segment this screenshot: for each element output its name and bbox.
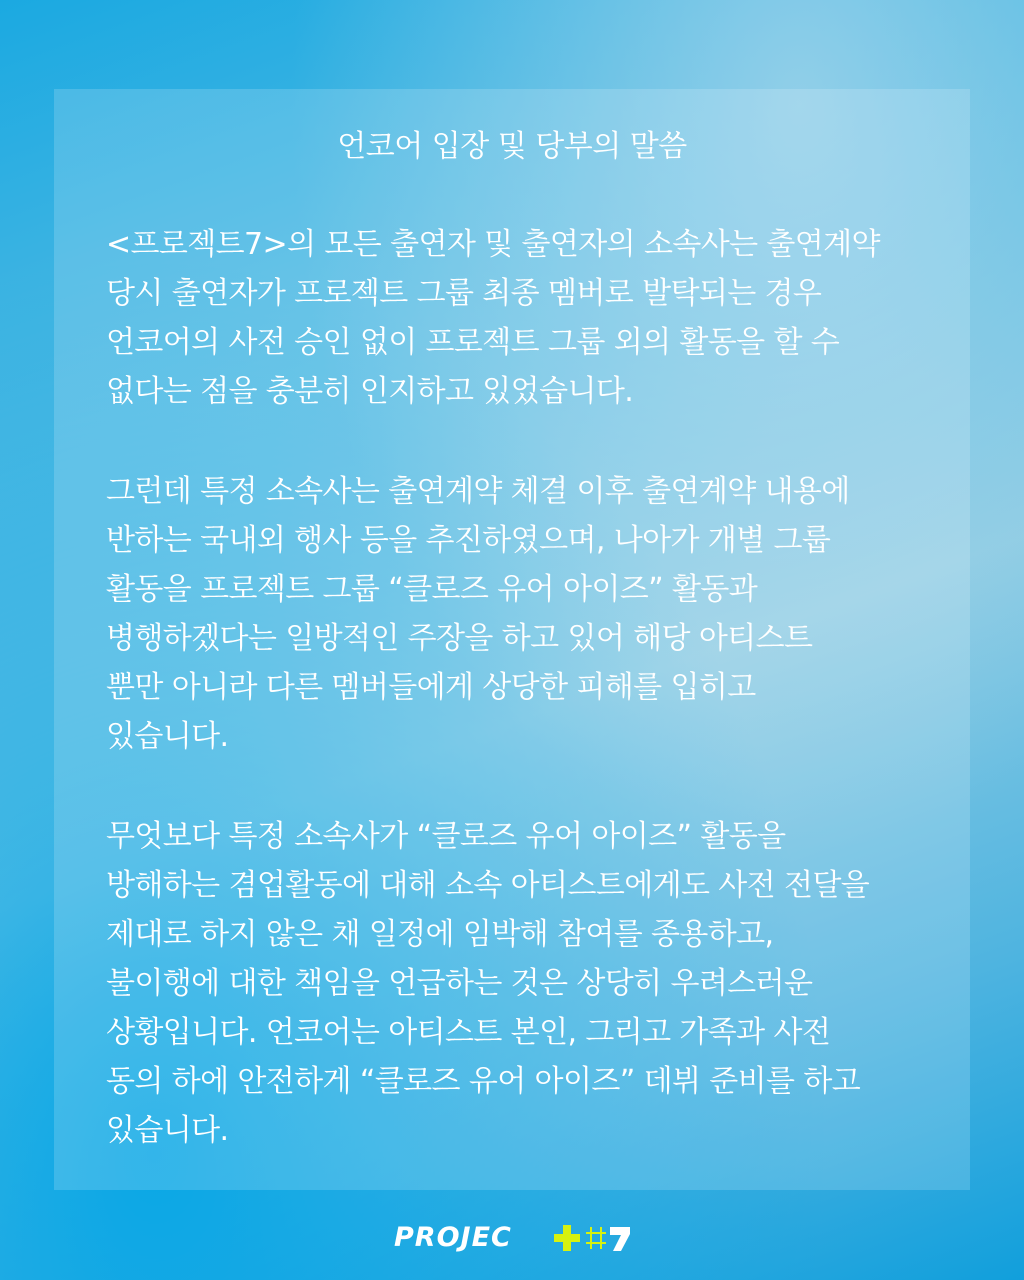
paragraph-line: 방해하는 겸업활동에 대해 소속 아티스트에게도 사전 전달을	[106, 868, 870, 903]
paragraph-line: <프로젝트7>의 모든 출연자 및 출연자의 소속사는 출연계약	[106, 227, 880, 262]
paragraph-1	[106, 220, 936, 416]
paragraph-line: 있습니다.	[106, 719, 229, 754]
paragraph-line: 동의 하에 안전하게 “클로즈 유어 아이즈” 데뷔 준비를 하고	[106, 1064, 861, 1099]
logo-grid	[586, 1227, 606, 1249]
project7-logo	[394, 1222, 630, 1254]
logo-plus-horizontal	[554, 1234, 580, 1242]
paragraph-line: 언코어의 사전 승인 없이 프로젝트 그룹 외의 활동을 할 수	[106, 325, 840, 360]
paragraph-line: 당시 출연자가 프로젝트 그룹 최종 멤버로 발탁되는 경우	[106, 276, 822, 311]
paragraph-2	[106, 467, 936, 761]
paragraph-line: 불이행에 대한 책임을 언급하는 것은 상당히 우려스러운	[106, 966, 813, 1001]
paragraph-3	[106, 812, 936, 1155]
logo-seven	[610, 1227, 630, 1251]
paragraph-line: 활동을 프로젝트 그룹 “클로즈 유어 아이즈” 활동과	[106, 572, 758, 607]
paragraph-line: 그런데 특정 소속사는 출연계약 체결 이후 출연계약 내용에	[106, 474, 850, 509]
paragraph-line: 상황입니다. 언코어는 아티스트 본인, 그리고 가족과 사전	[106, 1015, 831, 1050]
paragraph-line: 있습니다.	[106, 1113, 229, 1148]
logo-wordmark: PROJEC	[394, 1222, 512, 1253]
paragraph-line: 반하는 국내외 행사 등을 추진하였으며, 나아가 개별 그룹	[106, 523, 831, 558]
paragraph-line: 제대로 하지 않은 채 일정에 임박해 참여를 종용하고,	[106, 917, 774, 952]
paragraph-line: 뿐만 아니라 다른 멤버들에게 상당한 피해를 입히고	[106, 670, 756, 705]
paragraph-line: 무엇보다 특정 소속사가 “클로즈 유어 아이즈” 활동을	[106, 819, 786, 854]
paragraph-line: 병행하겠다는 일방적인 주장을 하고 있어 해당 아티스트	[106, 621, 813, 656]
logo-mark-icon	[554, 1225, 630, 1251]
statement-title: 언코어 입장 및 당부의 말씀	[337, 129, 687, 164]
paragraph-line: 없다는 점을 충분히 인지하고 있었습니다.	[106, 374, 634, 409]
